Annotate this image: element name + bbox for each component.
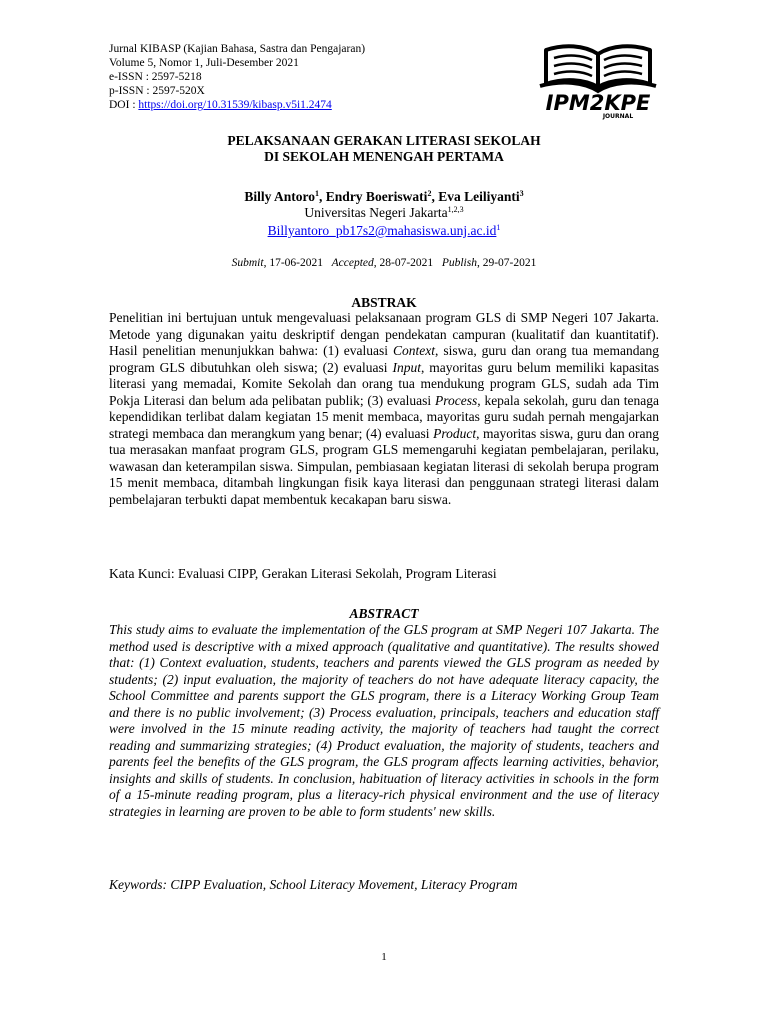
author-list: Billy Antoro$^1$, Endry Boeriswati$^2$, Eva Leiliyanti$^3$: [244, 189, 524, 204]
term-process: Process: [435, 392, 478, 408]
affiliation-sup: 1,2,3: [447, 205, 464, 214]
submission-dates: [109, 256, 659, 270]
abstrak-text: , kepala sekolah, guru dan tenaga kependidikan terlibat dalam kegiatan 15 menit membaca, mayoritas guru sudah pernah mengajarkan strategi membaca dan merangkum yang benar; (4) evaluasi: [109, 392, 660, 441]
abstrak-text: , mayoritas siswa, guru dan orang tua merasakan manfaat program GLS, program GLS memengaruhi kegiatan pembelajaran, perilaku, wawasan dan keterampilan siswa. Simpulan, pembiasaan kegiatan literasi di sekolah berupa program 15 menit membaca, ditambah lingkungan fisik kaya literasi dan penggunaan strategi literasi dalam pembelajaran terbukti dapat membentuk kecakapan baru siswa.: [109, 425, 659, 507]
abstract-body: This study aims to evaluate the implementation of the GLS program at SMP Negeri 107 Jakarta. The method used is descriptive with a mixed approach (qualitative and quantitative). The results showed that: (1) Context evaluation, students, teachers and parents viewed the GLS program as needed by students; (2) input evaluation, the majority of teachers do not have adequate literacy capacity, the School Committee and parents support the GLS program, there is a Literacy Working Group Team and there is no public involvement; (3) Process evaluation, principals, teachers and education staff were involved in the 15 minute reading activity, the majority of teachers had taught the correct reading and summarizing strategies; (4) Product evaluation, the majority of students, teachers and parents feel the benefits of the GLS program, the GLS program affects learning activities, behavior, insights and skills of students. In conclusion, habituation of literacy activities in schools in the form of a 15-minute reading program, plus a literacy-rich physical environment and the use of literacy strategies in learning are proven to be able to form students' new skills.: [109, 622, 659, 819]
submit-date: , 17-06-2021: [263, 257, 323, 269]
author-name: Eva Leiliyanti: [438, 189, 520, 204]
publish-date: , 29-07-2021: [476, 257, 537, 269]
accepted-label: Accepted: [331, 257, 374, 269]
doi-link[interactable]: https://doi.org/10.31539/kibasp.v5i1.2474: [138, 99, 332, 111]
journal-volume: Volume 5, Nomor 1, Juli-Desember 2021: [109, 57, 299, 69]
affiliation-name: Universitas Negeri Jakarta: [304, 205, 448, 220]
author-sup: 2: [427, 189, 432, 198]
affiliation: [109, 205, 659, 221]
page-number: 1: [381, 951, 387, 963]
journal-doi: [109, 98, 439, 112]
author-name: Billy Antoro: [244, 189, 316, 204]
abstrak-text: , siswa, guru dan orang tua memandang program GLS dibutuhkan oleh siswa; (2) evaluasi: [109, 343, 659, 375]
abstrak-text: , mayoritas guru belum memiliki kapasitas literasi yang memadai, Komite Sekolah dan orang tua mendukung program GLS, sudah ada Tim Pokja Literasi dan belum ada pelibatan publik; (3) evaluasi: [109, 359, 659, 408]
kata-kunci: Kata Kunci: Evaluasi CIPP, Gerakan Literasi Sekolah, Program Literasi: [109, 566, 497, 581]
email-sup: 1: [496, 223, 501, 232]
journal-name: Jurnal KIBASP (Kajian Bahasa, Sastra dan Pengajaran): [109, 43, 366, 55]
email-link[interactable]: Billyantoro_pb17s2@mahasiswa.unj.ac.id: [267, 223, 497, 238]
author-email[interactable]: [109, 223, 659, 239]
author-sup: 1: [315, 189, 320, 198]
title-line-1: PELAKSANAAN GERAKAN LITERASI SEKOLAH: [227, 133, 541, 148]
logo-subtext: JOURNAL: [602, 113, 634, 120]
title-line-2: DI SEKOLAH MENENGAH PERTAMA: [264, 149, 504, 164]
doi-label: DOI :: [109, 99, 139, 111]
keywords: Keywords: CIPP Evaluation, School Literacy Movement, Literacy Program: [109, 877, 518, 892]
term-context: Context: [392, 343, 435, 358]
abstrak-text: Penelitian ini bertujuan untuk mengevaluasi pelaksanaan program GLS di SMP Negeri 107 Jakarta. Metode yang digunakan yaitu deskriptif dengan pendekatan campuran (kualitatif dan kuantitatif). Hasil penelitian menunjukkan bahwa: (1) evaluasi: [109, 310, 659, 358]
paper-title: [109, 133, 659, 165]
accepted-date: , 28-07-2021: [373, 257, 434, 269]
author-sup: 3: [519, 189, 524, 198]
abstrak-body: [109, 310, 659, 508]
term-product: Product: [433, 425, 477, 441]
abstrak-heading: ABSTRAK: [351, 295, 417, 310]
open-book-icon: [532, 40, 664, 120]
abstract-heading: ABSTRACT: [349, 606, 419, 621]
logo-text: IPM2KPE: [545, 91, 651, 115]
journal-eissn: e-ISSN : 2597-5218: [109, 71, 202, 83]
author-name: Endry Boeriswati: [325, 189, 428, 204]
term-input: Input: [392, 359, 421, 375]
journal-header: [109, 42, 439, 112]
journal-pissn: p-ISSN : 2597-520X: [109, 85, 205, 97]
publish-label: Publish: [441, 257, 477, 269]
submit-label: Submit: [231, 257, 264, 269]
journal-logo: [532, 40, 664, 120]
